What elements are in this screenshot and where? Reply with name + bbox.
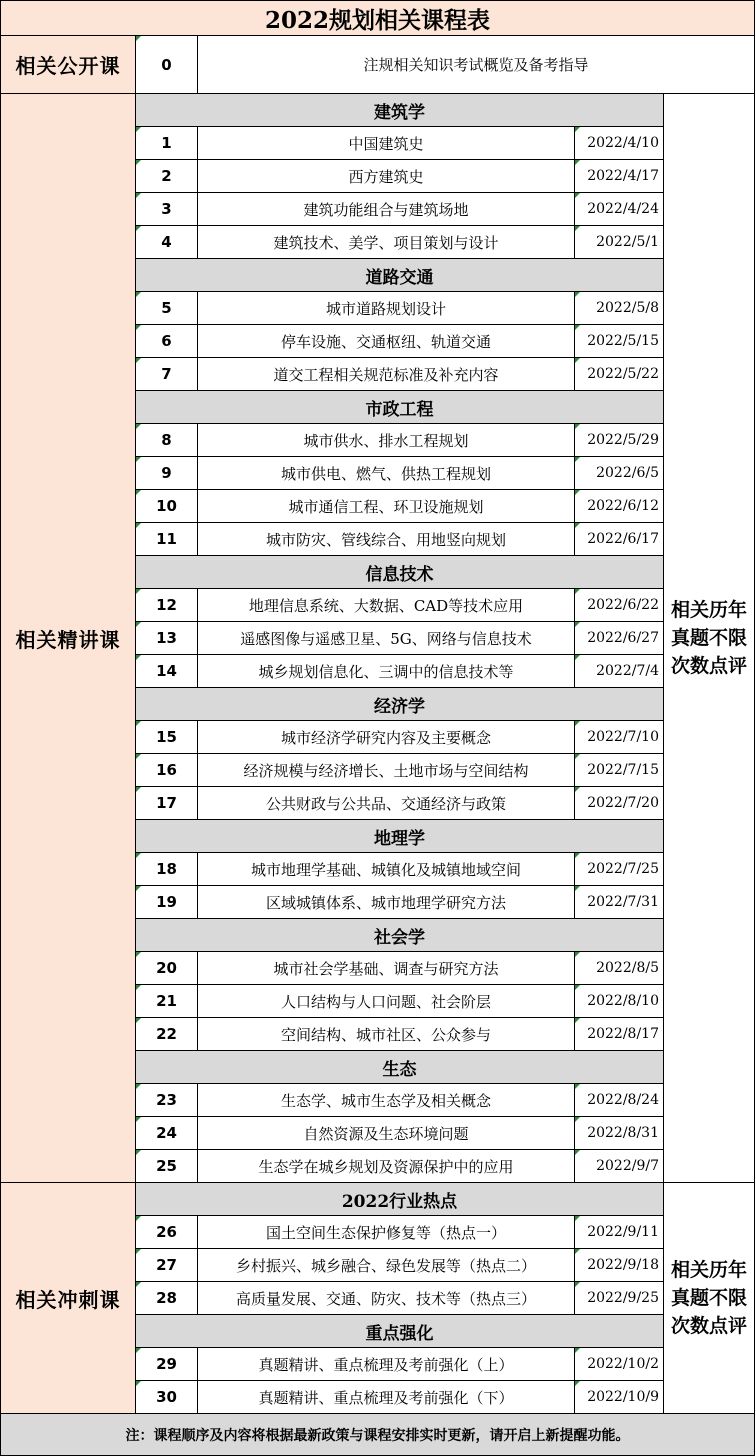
course-date: 2022/6/17 [575, 523, 664, 556]
course-title: 建筑功能组合与建筑场地 [198, 193, 575, 226]
side-note-sprint: 相关历年真题不限次数点评 [664, 1183, 755, 1414]
course-date: 2022/6/5 [575, 457, 664, 490]
side-note-intensive: 相关历年真题不限次数点评 [664, 94, 755, 1183]
course-date: 2022/8/10 [575, 985, 664, 1018]
section-header: 地理学 [136, 820, 664, 853]
course-title: 自然资源及生态环境问题 [198, 1117, 575, 1150]
course-title: 城市地理学基础、城镇化及城镇地域空间 [198, 853, 575, 886]
course-title: 西方建筑史 [198, 160, 575, 193]
course-number: 1 [136, 127, 198, 160]
section-header: 经济学 [136, 688, 664, 721]
course-date: 2022/8/24 [575, 1084, 664, 1117]
course-date: 2022/10/9 [575, 1381, 664, 1414]
course-date: 2022/4/10 [575, 127, 664, 160]
course-title: 城市经济学研究内容及主要概念 [198, 721, 575, 754]
course-number: 19 [136, 886, 198, 919]
course-number: 12 [136, 589, 198, 622]
course-number: 24 [136, 1117, 198, 1150]
course-date: 2022/5/15 [575, 325, 664, 358]
course-date: 2022/9/25 [575, 1282, 664, 1315]
section-header: 2022行业热点 [136, 1183, 664, 1216]
course-date: 2022/6/22 [575, 589, 664, 622]
course-number: 20 [136, 952, 198, 985]
course-number: 5 [136, 292, 198, 325]
course-number: 6 [136, 325, 198, 358]
open-course-title: 注规相关知识考试概览及备考指导 [198, 36, 755, 94]
course-number: 9 [136, 457, 198, 490]
course-date: 2022/9/11 [575, 1216, 664, 1249]
course-date: 2022/5/8 [575, 292, 664, 325]
course-number: 10 [136, 490, 198, 523]
section-header: 市政工程 [136, 391, 664, 424]
course-number: 16 [136, 754, 198, 787]
course-number: 27 [136, 1249, 198, 1282]
course-title: 经济规模与经济增长、土地市场与空间结构 [198, 754, 575, 787]
section-header: 建筑学 [136, 94, 664, 127]
course-number: 7 [136, 358, 198, 391]
course-date: 2022/9/18 [575, 1249, 664, 1282]
course-number: 15 [136, 721, 198, 754]
course-number: 25 [136, 1150, 198, 1183]
section-header: 信息技术 [136, 556, 664, 589]
course-title: 真题精讲、重点梳理及考前强化（上） [198, 1348, 575, 1381]
course-title: 中国建筑史 [198, 127, 575, 160]
course-number: 2 [136, 160, 198, 193]
course-date: 2022/7/31 [575, 886, 664, 919]
course-title: 公共财政与公共品、交通经济与政策 [198, 787, 575, 820]
course-date: 2022/8/5 [575, 952, 664, 985]
course-title: 人口结构与人口问题、社会阶层 [198, 985, 575, 1018]
course-title: 建筑技术、美学、项目策划与设计 [198, 226, 575, 259]
course-date: 2022/5/22 [575, 358, 664, 391]
course-date: 2022/7/4 [575, 655, 664, 688]
course-date: 2022/5/1 [575, 226, 664, 259]
section-header: 道路交通 [136, 259, 664, 292]
course-title: 城市道路规划设计 [198, 292, 575, 325]
course-date: 2022/9/7 [575, 1150, 664, 1183]
course-title: 城市通信工程、环卫设施规划 [198, 490, 575, 523]
course-date: 2022/6/27 [575, 622, 664, 655]
course-title: 城乡规划信息化、三调中的信息技术等 [198, 655, 575, 688]
open-course-number: 0 [136, 36, 198, 94]
course-title: 区域城镇体系、城市地理学研究方法 [198, 886, 575, 919]
course-number: 21 [136, 985, 198, 1018]
course-number: 22 [136, 1018, 198, 1051]
course-title: 停车设施、交通枢纽、轨道交通 [198, 325, 575, 358]
course-title: 乡村振兴、城乡融合、绿色发展等（热点二） [198, 1249, 575, 1282]
course-title: 城市供水、排水工程规划 [198, 424, 575, 457]
course-number: 3 [136, 193, 198, 226]
course-date: 2022/5/29 [575, 424, 664, 457]
course-number: 8 [136, 424, 198, 457]
course-number: 23 [136, 1084, 198, 1117]
category-open: 相关公开课 [0, 36, 136, 94]
course-number: 28 [136, 1282, 198, 1315]
course-number: 14 [136, 655, 198, 688]
course-date: 2022/7/15 [575, 754, 664, 787]
category-sprint: 相关冲刺课 [0, 1183, 136, 1414]
course-number: 13 [136, 622, 198, 655]
course-date: 2022/7/25 [575, 853, 664, 886]
course-number: 11 [136, 523, 198, 556]
course-date: 2022/8/17 [575, 1018, 664, 1051]
course-date: 2022/6/12 [575, 490, 664, 523]
course-number: 18 [136, 853, 198, 886]
course-number: 4 [136, 226, 198, 259]
course-number: 29 [136, 1348, 198, 1381]
section-header: 生态 [136, 1051, 664, 1084]
course-date: 2022/7/20 [575, 787, 664, 820]
course-number: 17 [136, 787, 198, 820]
course-title: 国土空间生态保护修复等（热点一） [198, 1216, 575, 1249]
course-number: 26 [136, 1216, 198, 1249]
course-date: 2022/10/2 [575, 1348, 664, 1381]
course-title: 空间结构、城市社区、公众参与 [198, 1018, 575, 1051]
course-number: 30 [136, 1381, 198, 1414]
course-title: 城市社会学基础、调查与研究方法 [198, 952, 575, 985]
footer-note: 注：课程顺序及内容将根据最新政策与课程安排实时更新，请开启上新提醒功能。 [0, 1414, 755, 1456]
table-title: 2022规划相关课程表 [0, 0, 755, 36]
section-header: 重点强化 [136, 1315, 664, 1348]
course-title: 遥感图像与遥感卫星、5G、网络与信息技术 [198, 622, 575, 655]
course-title: 城市供电、燃气、供热工程规划 [198, 457, 575, 490]
course-title: 道交工程相关规范标准及补充内容 [198, 358, 575, 391]
course-title: 生态学在城乡规划及资源保护中的应用 [198, 1150, 575, 1183]
section-header: 社会学 [136, 919, 664, 952]
course-date: 2022/4/24 [575, 193, 664, 226]
course-title: 地理信息系统、大数据、CAD等技术应用 [198, 589, 575, 622]
course-title: 生态学、城市生态学及相关概念 [198, 1084, 575, 1117]
course-title: 高质量发展、交通、防灾、技术等（热点三） [198, 1282, 575, 1315]
course-date: 2022/7/10 [575, 721, 664, 754]
course-title: 城市防灾、管线综合、用地竖向规划 [198, 523, 575, 556]
course-title: 真题精讲、重点梳理及考前强化（下） [198, 1381, 575, 1414]
category-intensive: 相关精讲课 [0, 94, 136, 1183]
course-date: 2022/4/17 [575, 160, 664, 193]
course-date: 2022/8/31 [575, 1117, 664, 1150]
